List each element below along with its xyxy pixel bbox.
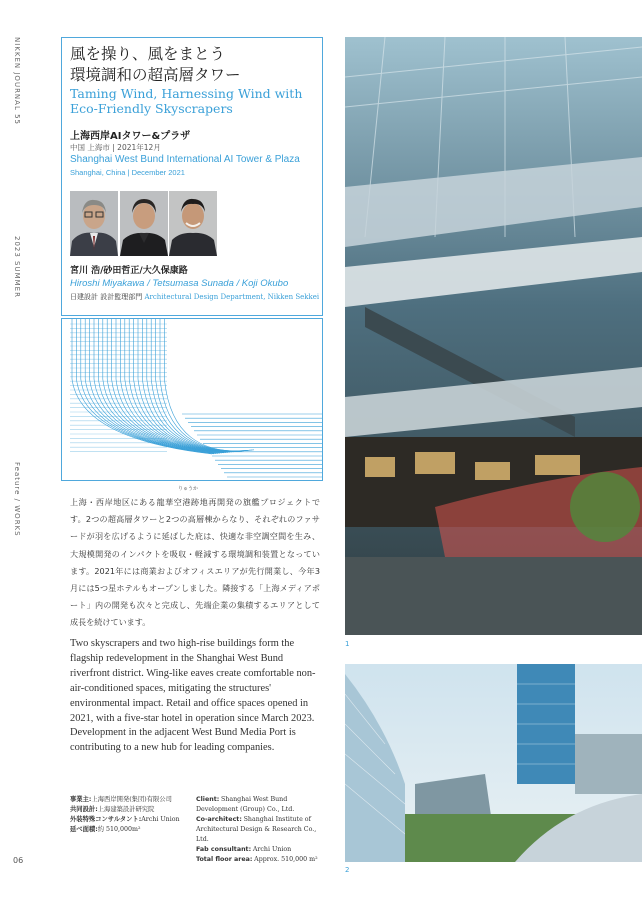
title-en: Taming Wind, Harnessing Wind with Eco-Friendly Skyscrapers: [70, 86, 303, 116]
authors-ja: 宮川 浩/砂田哲正/大久保康路: [70, 266, 188, 276]
project-location-en: Shanghai, China | December 2021: [70, 168, 185, 177]
credit-row: 共同設計:上海建築設計研究院: [70, 806, 155, 813]
atrium-photo: [345, 37, 642, 635]
photo-caption-1: 1: [345, 640, 350, 648]
exterior-photo: [345, 664, 642, 862]
credit-row: 外装特殊コンサルタント:Archi Union: [70, 816, 180, 823]
authors-en: Hiroshi Miyakawa / Tetsumasa Sunada / Koji Okubo: [70, 278, 289, 289]
project-location-ja: 中国 上海市 | 2021年12月: [70, 143, 161, 152]
credit-row: Total floor area: Approx. 510,000 m²: [196, 856, 318, 863]
credit-row: Fab consultant: Archi Union: [196, 846, 292, 853]
journal-name: NIKKEN JOURNAL 55: [13, 37, 21, 125]
author-portrait-sunada: [120, 191, 168, 256]
facade-diagram: [61, 318, 323, 481]
credits-en: [196, 795, 324, 865]
department-ja: 日建設計 設計監理部門: [70, 293, 143, 301]
author-portrait-okubo: [169, 191, 217, 256]
credits-ja: [70, 795, 195, 835]
department: [70, 292, 319, 302]
credit-row: 事業主:上海西岸開発(集団)有限公司: [70, 796, 172, 803]
project-name-ja: 上海西岸AIタワー&プラザ: [70, 131, 191, 142]
ruby-annotation: りゅうか: [178, 486, 199, 492]
body-text-en: Two skyscrapers and two high-rise buildings form the flagship redevelopment in the Shanghai West Bund riverfront district. Wing-like eaves create comfortable non-air-conditioned spaces, mitigating the structures' environmental impact. Retail and office spaces opened in 2021, with a five-star hotel in operation since March 2023. Development in the adjacent West Bund Media Port is contributing to a new hub for leading companies.: [70, 638, 316, 754]
department-en: Architectural Design Department, Nikken Sekkei: [144, 293, 320, 301]
author-portrait-miyakawa: [70, 191, 118, 256]
section-label: Feature / WORKS: [13, 462, 21, 537]
credit-row: 延べ面積:約 510,000m²: [70, 826, 141, 833]
project-name-en: Shanghai West Bund International AI Tower & Plaza: [70, 154, 300, 165]
page-number: 06: [13, 856, 24, 865]
issue-label: 2023 SUMMER: [13, 236, 21, 298]
photo-caption-2: 2: [345, 866, 350, 874]
title-ja: 風を操り、風をまとう 環境調和の超高層タワー: [70, 45, 241, 84]
credit-row: Client: Shanghai West Bund Development (Group) Co., Ltd.: [196, 796, 295, 813]
credit-row: Co-architect: Shanghai Institute of Architectural Design & Research Co., Ltd.: [196, 816, 317, 843]
body-text-ja: 上海・西岸地区にある龍華空港跡地再開発の旗艦プロジェクトです。2つの超高層タワーと2つの高層棟からなり、それぞれのファサードが羽を広げるように延ばした庇は、快適な非空調空間を生み、大規模開発のインパクトを吸収・軽減する環境調和装置となっています。2021年には商業およびオフィスエリアが先行開業し、今年3月には5つ星ホテルもオープンしました。隣接する「上海メディアポート」内の開発も次々と完成し、先端企業の集積するエリアとして成長を続けています。: [70, 497, 320, 628]
